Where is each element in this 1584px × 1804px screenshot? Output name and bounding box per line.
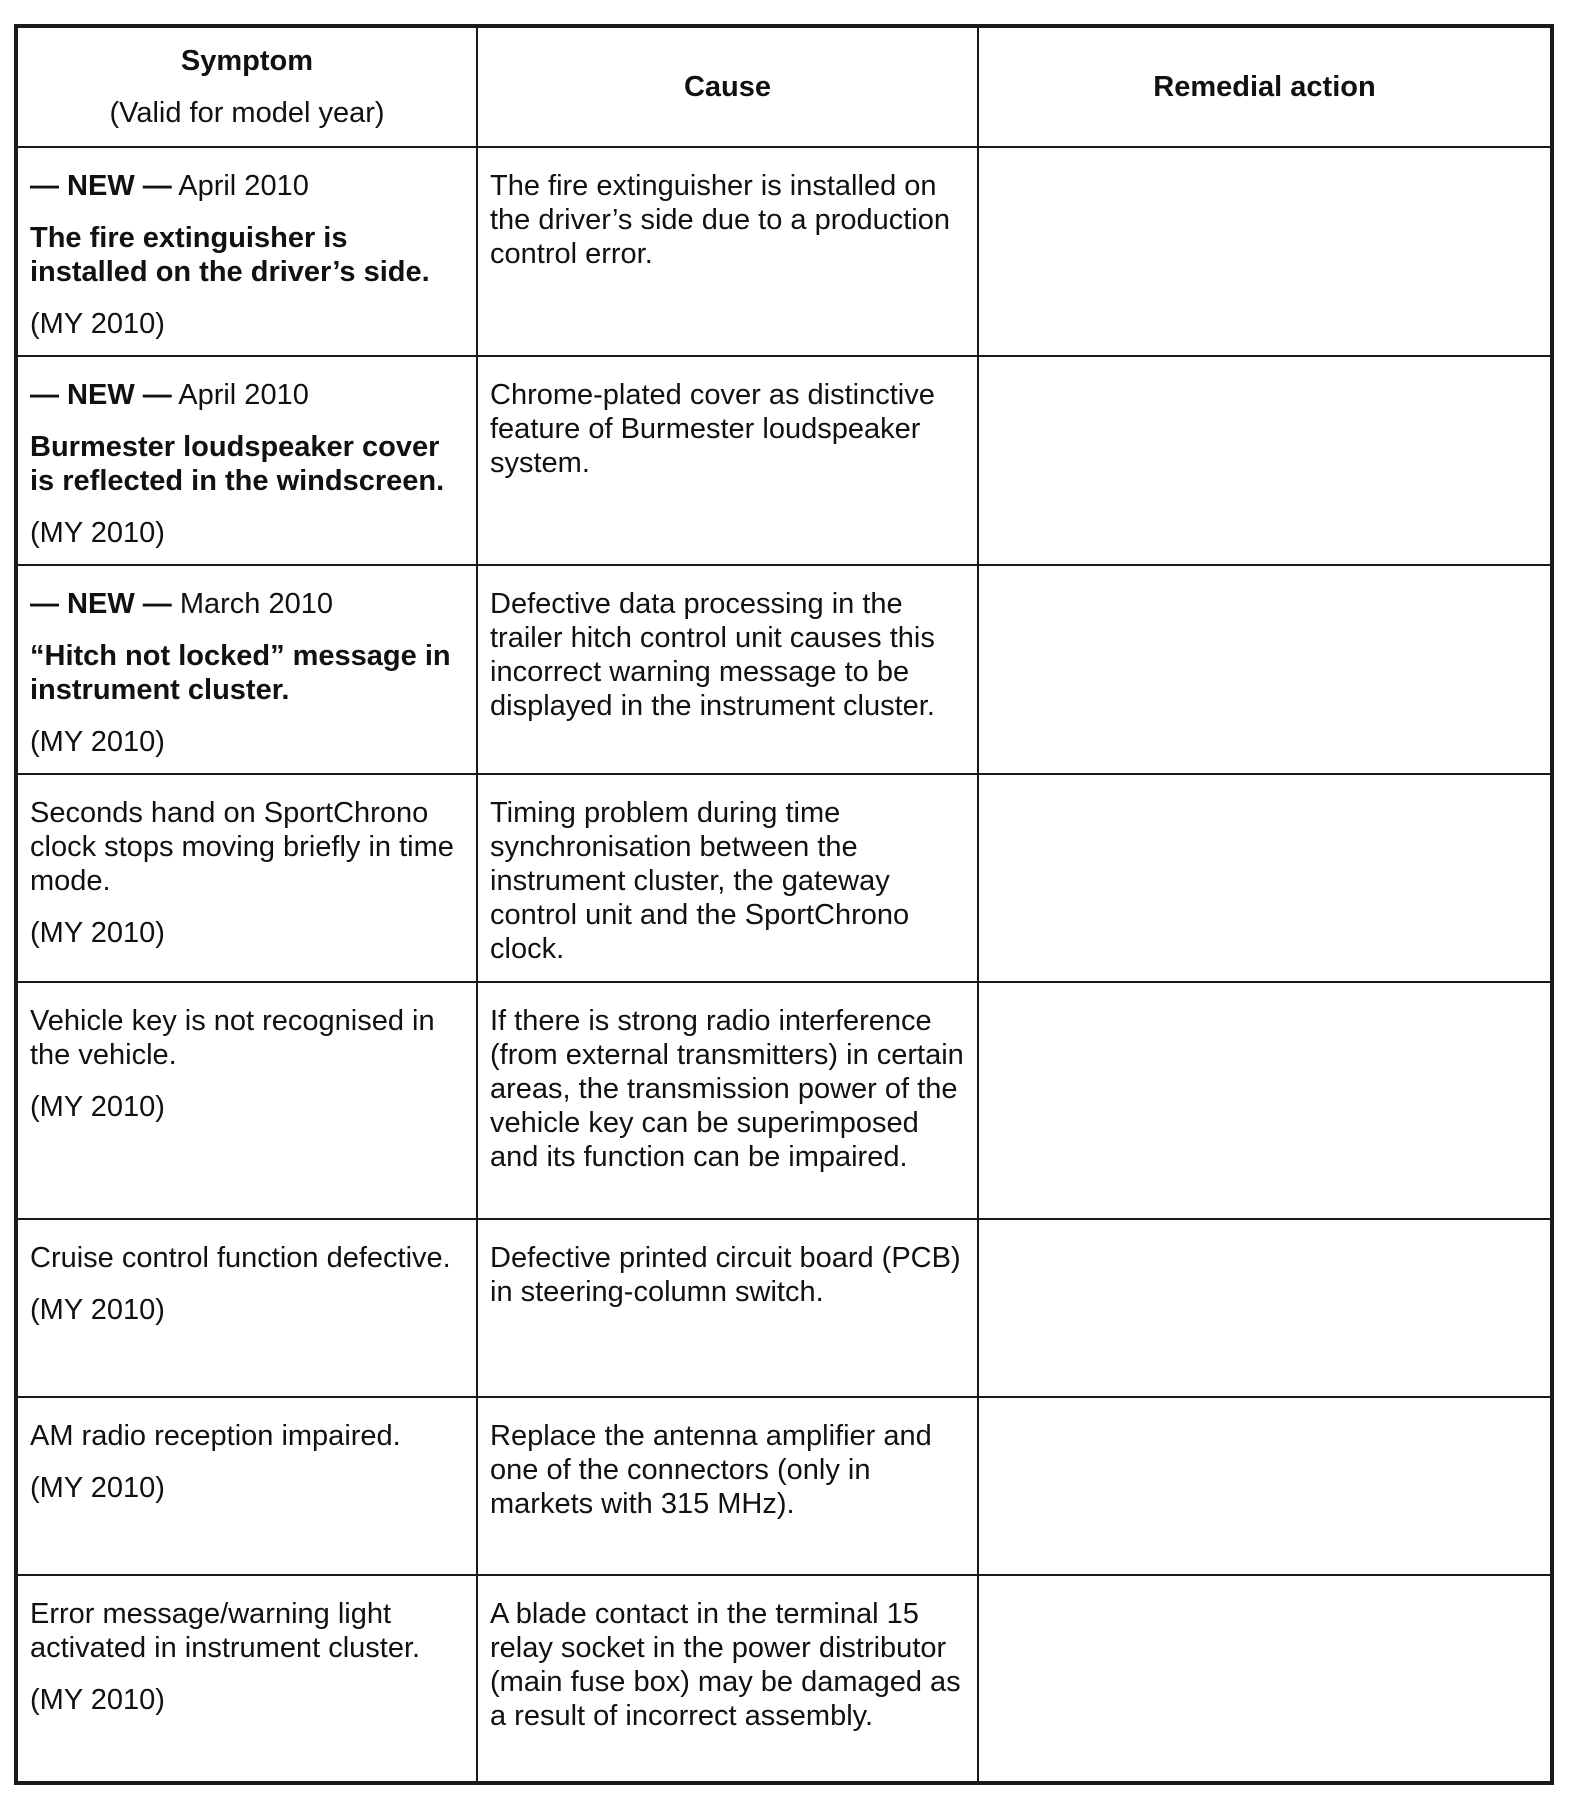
- table-row: [16, 565, 1552, 774]
- remedial-cell: [978, 1219, 1552, 1397]
- cause-cell: [477, 774, 978, 982]
- model-year: (MY 2010): [30, 308, 165, 340]
- model-year: (MY 2010): [30, 1294, 165, 1326]
- remedial-cell: [978, 982, 1552, 1219]
- symptom-cell: [16, 774, 477, 982]
- model-year: (MY 2010): [30, 1472, 165, 1504]
- cause-cell: [477, 1219, 978, 1397]
- model-year: (MY 2010): [30, 1091, 165, 1123]
- cause-text: Defective data processing in the trailer hitch control unit causes this incorrect warning message to be displayed in the instrument cluster.: [490, 588, 935, 722]
- cause-cell: [477, 1397, 978, 1575]
- cause-cell: [477, 356, 978, 565]
- table-row: [16, 1575, 1552, 1783]
- symptom-cell: [16, 1397, 477, 1575]
- cause-text: Replace the antenna amplifier and one of the connectors (only in markets with 315 MHz).: [490, 1420, 932, 1520]
- cause-text: If there is strong radio interference (from external transmitters) in certain areas, the transmission power of the vehicle key can be superimposed and its function can be impaired.: [490, 1005, 964, 1173]
- symptom-text: Burmester loudspeaker cover is reflected in the windscreen.: [30, 431, 445, 497]
- symptom-text: Error message/warning light activated in instrument cluster.: [30, 1598, 421, 1664]
- cause-text: The fire extinguisher is installed on the driver’s side due to a production control error.: [490, 170, 950, 270]
- table-row: [16, 774, 1552, 982]
- symptom-cell: [16, 982, 477, 1219]
- symptom-text: The fire extinguisher is installed on the driver’s side.: [30, 222, 430, 288]
- date: April 2010: [171, 170, 309, 202]
- symptom-cell: [16, 1575, 477, 1783]
- symptom-text: AM radio reception impaired.: [30, 1420, 401, 1452]
- cause-cell: [477, 565, 978, 774]
- header-remedial-action: Remedial action: [978, 26, 1552, 147]
- remedial-cell: [978, 1397, 1552, 1575]
- table-row: [16, 147, 1552, 356]
- symptom-text: Seconds hand on SportChrono clock stops moving briefly in time mode.: [30, 797, 454, 897]
- cause-text: Chrome-plated cover as distinctive feature of Burmester loudspeaker system.: [490, 379, 935, 479]
- header-row: [16, 26, 1552, 147]
- header-symptom-sub: (Valid for model year): [109, 97, 385, 129]
- cause-text: Timing problem during time synchronisation between the instrument cluster, the gateway control unit and the SportChrono clock.: [490, 797, 910, 965]
- model-year: (MY 2010): [30, 1684, 165, 1716]
- symptom-cell: [16, 565, 477, 774]
- table-row: [16, 1219, 1552, 1397]
- model-year: (MY 2010): [30, 517, 165, 549]
- symptom-text: Vehicle key is not recognised in the vehicle.: [30, 1005, 435, 1071]
- cause-cell: [477, 1575, 978, 1783]
- date: March 2010: [171, 588, 333, 620]
- symptom-cell: [16, 1219, 477, 1397]
- new-tag: — NEW —: [30, 588, 172, 620]
- symptom-text: Cruise control function defective.: [30, 1242, 451, 1274]
- new-date-line: [30, 378, 464, 412]
- symptom-text: “Hitch not locked” message in instrument cluster.: [30, 640, 451, 706]
- new-tag: — NEW —: [30, 170, 172, 202]
- date: April 2010: [171, 379, 309, 411]
- cause-text: Defective printed circuit board (PCB) in steering-column switch.: [490, 1242, 961, 1308]
- new-date-line: [30, 587, 464, 621]
- remedial-cell: [978, 565, 1552, 774]
- remedial-cell: [978, 147, 1552, 356]
- table-row: [16, 1397, 1552, 1575]
- cause-text: A blade contact in the terminal 15 relay socket in the power distributor (main fuse box) may be damaged as a result of incorrect assembly.: [490, 1598, 961, 1732]
- new-tag: — NEW —: [30, 379, 172, 411]
- troubleshooting-table: [14, 24, 1554, 1785]
- header-cause: Cause: [477, 26, 978, 147]
- model-year: (MY 2010): [30, 726, 165, 758]
- new-date-line: [30, 169, 464, 203]
- cause-cell: [477, 147, 978, 356]
- table-row: [16, 982, 1552, 1219]
- remedial-cell: [978, 1575, 1552, 1783]
- symptom-cell: [16, 147, 477, 356]
- model-year: (MY 2010): [30, 917, 165, 949]
- header-symptom-label: Symptom: [180, 45, 314, 77]
- cause-cell: [477, 982, 978, 1219]
- header-symptom: [16, 26, 477, 147]
- remedial-cell: [978, 774, 1552, 982]
- remedial-cell: [978, 356, 1552, 565]
- table-row: [16, 356, 1552, 565]
- symptom-cell: [16, 356, 477, 565]
